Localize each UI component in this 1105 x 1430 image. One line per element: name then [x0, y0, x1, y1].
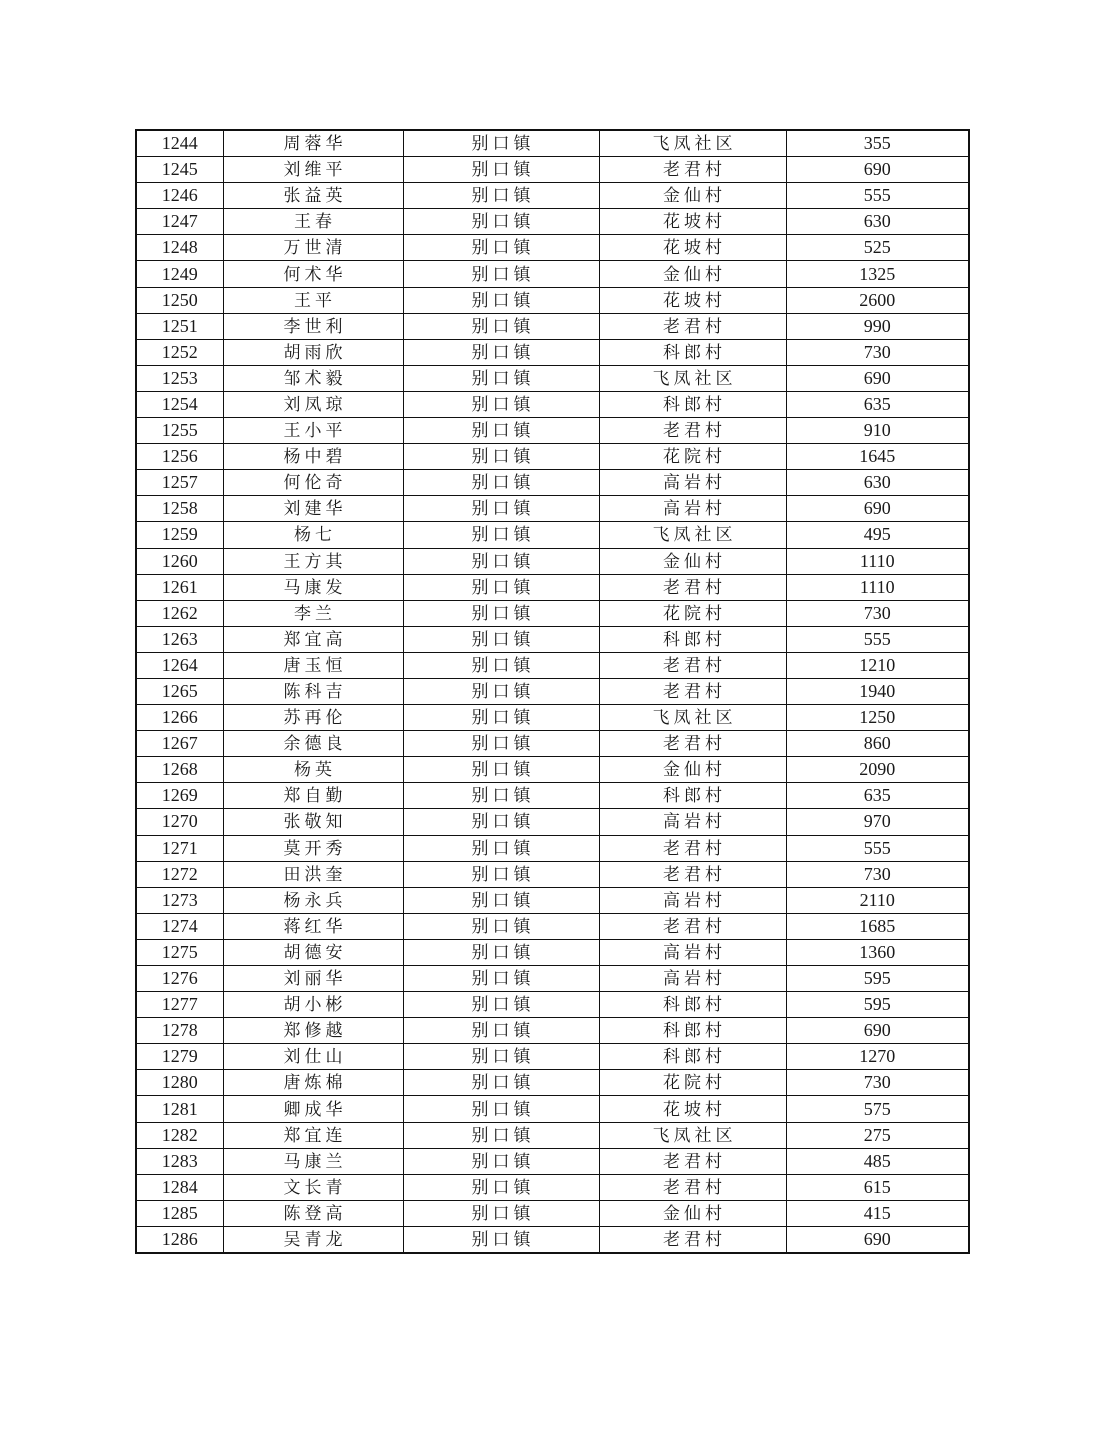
cell-amount: 1940 — [786, 678, 969, 704]
cell-village: 科郎村 — [599, 992, 786, 1018]
cell-town: 别口镇 — [403, 835, 599, 861]
cell-serial-number: 1245 — [136, 157, 223, 183]
cell-amount: 1110 — [786, 574, 969, 600]
cell-name: 杨英 — [223, 757, 403, 783]
cell-serial-number: 1264 — [136, 652, 223, 678]
cell-town: 别口镇 — [403, 287, 599, 313]
table-row — [136, 1096, 969, 1122]
cell-name: 郑宜高 — [223, 626, 403, 652]
cell-amount: 1685 — [786, 913, 969, 939]
cell-amount: 1325 — [786, 261, 969, 287]
table-row — [136, 209, 969, 235]
table-row — [136, 835, 969, 861]
cell-serial-number: 1265 — [136, 678, 223, 704]
cell-name: 余德良 — [223, 731, 403, 757]
cell-amount: 910 — [786, 418, 969, 444]
cell-serial-number: 1262 — [136, 600, 223, 626]
cell-amount: 495 — [786, 522, 969, 548]
table-row — [136, 548, 969, 574]
cell-town: 别口镇 — [403, 235, 599, 261]
cell-town: 别口镇 — [403, 365, 599, 391]
cell-amount: 690 — [786, 496, 969, 522]
cell-name: 陈登高 — [223, 1200, 403, 1226]
cell-serial-number: 1257 — [136, 470, 223, 496]
cell-name: 张益英 — [223, 183, 403, 209]
cell-name: 胡小彬 — [223, 992, 403, 1018]
cell-serial-number: 1284 — [136, 1174, 223, 1200]
cell-town: 别口镇 — [403, 939, 599, 965]
cell-town: 别口镇 — [403, 1174, 599, 1200]
cell-name: 王平 — [223, 287, 403, 313]
cell-name: 张敬知 — [223, 809, 403, 835]
cell-serial-number: 1260 — [136, 548, 223, 574]
cell-name: 刘维平 — [223, 157, 403, 183]
cell-serial-number: 1247 — [136, 209, 223, 235]
table-row — [136, 522, 969, 548]
cell-serial-number: 1273 — [136, 887, 223, 913]
cell-village: 高岩村 — [599, 809, 786, 835]
cell-name: 马康发 — [223, 574, 403, 600]
cell-name: 万世清 — [223, 235, 403, 261]
cell-village: 花坡村 — [599, 1096, 786, 1122]
cell-village: 老君村 — [599, 1226, 786, 1253]
cell-name: 马康兰 — [223, 1148, 403, 1174]
cell-name: 刘仕山 — [223, 1044, 403, 1070]
cell-amount: 690 — [786, 365, 969, 391]
table-row — [136, 391, 969, 417]
table-row — [136, 183, 969, 209]
cell-name: 吴青龙 — [223, 1226, 403, 1253]
cell-serial-number: 1244 — [136, 130, 223, 157]
cell-serial-number: 1248 — [136, 235, 223, 261]
cell-village: 老君村 — [599, 1174, 786, 1200]
cell-village: 金仙村 — [599, 548, 786, 574]
cell-amount: 1250 — [786, 705, 969, 731]
cell-serial-number: 1279 — [136, 1044, 223, 1070]
cell-village: 科郎村 — [599, 339, 786, 365]
cell-village: 金仙村 — [599, 757, 786, 783]
cell-town: 别口镇 — [403, 261, 599, 287]
cell-name: 刘丽华 — [223, 966, 403, 992]
cell-serial-number: 1253 — [136, 365, 223, 391]
cell-name: 王小平 — [223, 418, 403, 444]
cell-amount: 2600 — [786, 287, 969, 313]
table-row — [136, 652, 969, 678]
cell-town: 别口镇 — [403, 626, 599, 652]
cell-name: 周蓉华 — [223, 130, 403, 157]
cell-town: 别口镇 — [403, 1200, 599, 1226]
cell-serial-number: 1271 — [136, 835, 223, 861]
cell-name: 刘凤琼 — [223, 391, 403, 417]
cell-town: 别口镇 — [403, 783, 599, 809]
cell-name: 李兰 — [223, 600, 403, 626]
cell-town: 别口镇 — [403, 209, 599, 235]
cell-name: 王方其 — [223, 548, 403, 574]
cell-town: 别口镇 — [403, 391, 599, 417]
cell-amount: 860 — [786, 731, 969, 757]
roster-table — [135, 129, 970, 1254]
cell-amount: 1270 — [786, 1044, 969, 1070]
cell-serial-number: 1254 — [136, 391, 223, 417]
cell-serial-number: 1283 — [136, 1148, 223, 1174]
cell-serial-number: 1285 — [136, 1200, 223, 1226]
cell-village: 飞凤社区 — [599, 365, 786, 391]
cell-village: 花坡村 — [599, 209, 786, 235]
table-row — [136, 731, 969, 757]
cell-name: 杨七 — [223, 522, 403, 548]
cell-serial-number: 1263 — [136, 626, 223, 652]
cell-village: 老君村 — [599, 731, 786, 757]
cell-name: 杨中碧 — [223, 444, 403, 470]
table-row — [136, 913, 969, 939]
table-row — [136, 287, 969, 313]
cell-village: 科郎村 — [599, 783, 786, 809]
cell-serial-number: 1270 — [136, 809, 223, 835]
cell-village: 花院村 — [599, 1070, 786, 1096]
cell-town: 别口镇 — [403, 1096, 599, 1122]
cell-name: 苏再伦 — [223, 705, 403, 731]
cell-village: 飞凤社区 — [599, 1122, 786, 1148]
cell-village: 花坡村 — [599, 235, 786, 261]
cell-name: 王春 — [223, 209, 403, 235]
table-row — [136, 939, 969, 965]
cell-serial-number: 1256 — [136, 444, 223, 470]
cell-town: 别口镇 — [403, 887, 599, 913]
table-row — [136, 600, 969, 626]
cell-village: 花院村 — [599, 600, 786, 626]
cell-town: 别口镇 — [403, 444, 599, 470]
cell-name: 李世利 — [223, 313, 403, 339]
cell-serial-number: 1281 — [136, 1096, 223, 1122]
cell-amount: 690 — [786, 1226, 969, 1253]
cell-serial-number: 1251 — [136, 313, 223, 339]
cell-amount: 730 — [786, 1070, 969, 1096]
cell-village: 金仙村 — [599, 183, 786, 209]
cell-amount: 555 — [786, 835, 969, 861]
cell-serial-number: 1266 — [136, 705, 223, 731]
table-row — [136, 1122, 969, 1148]
cell-amount: 355 — [786, 130, 969, 157]
table-row — [136, 1070, 969, 1096]
cell-serial-number: 1277 — [136, 992, 223, 1018]
cell-town: 别口镇 — [403, 470, 599, 496]
cell-village: 花院村 — [599, 444, 786, 470]
cell-town: 别口镇 — [403, 731, 599, 757]
cell-name: 刘建华 — [223, 496, 403, 522]
cell-amount: 730 — [786, 339, 969, 365]
table-row — [136, 1200, 969, 1226]
cell-town: 别口镇 — [403, 418, 599, 444]
cell-village: 老君村 — [599, 313, 786, 339]
cell-town: 别口镇 — [403, 339, 599, 365]
cell-village: 高岩村 — [599, 966, 786, 992]
cell-town: 别口镇 — [403, 678, 599, 704]
cell-serial-number: 1278 — [136, 1018, 223, 1044]
table-row — [136, 496, 969, 522]
cell-amount: 630 — [786, 470, 969, 496]
cell-name: 邹术毅 — [223, 365, 403, 391]
table-row — [136, 1174, 969, 1200]
cell-village: 老君村 — [599, 418, 786, 444]
roster-table-body — [136, 130, 969, 1253]
table-row — [136, 783, 969, 809]
cell-town: 别口镇 — [403, 1018, 599, 1044]
table-row — [136, 313, 969, 339]
cell-village: 老君村 — [599, 157, 786, 183]
cell-serial-number: 1261 — [136, 574, 223, 600]
cell-village: 金仙村 — [599, 261, 786, 287]
cell-serial-number: 1276 — [136, 966, 223, 992]
table-row — [136, 809, 969, 835]
cell-village: 高岩村 — [599, 887, 786, 913]
cell-name: 何术华 — [223, 261, 403, 287]
cell-village: 高岩村 — [599, 470, 786, 496]
cell-serial-number: 1282 — [136, 1122, 223, 1148]
cell-town: 别口镇 — [403, 809, 599, 835]
cell-name: 文长青 — [223, 1174, 403, 1200]
table-row — [136, 1148, 969, 1174]
cell-town: 别口镇 — [403, 1148, 599, 1174]
cell-name: 陈科吉 — [223, 678, 403, 704]
table-row — [136, 418, 969, 444]
cell-town: 别口镇 — [403, 1044, 599, 1070]
cell-amount: 690 — [786, 157, 969, 183]
table-row — [136, 757, 969, 783]
table-row — [136, 339, 969, 365]
cell-village: 科郎村 — [599, 1044, 786, 1070]
cell-village: 科郎村 — [599, 626, 786, 652]
table-row — [136, 626, 969, 652]
cell-serial-number: 1275 — [136, 939, 223, 965]
cell-name: 蒋红华 — [223, 913, 403, 939]
cell-serial-number: 1252 — [136, 339, 223, 365]
cell-amount: 730 — [786, 600, 969, 626]
cell-amount: 555 — [786, 626, 969, 652]
cell-name: 杨永兵 — [223, 887, 403, 913]
cell-amount: 1645 — [786, 444, 969, 470]
cell-town: 别口镇 — [403, 652, 599, 678]
table-row — [136, 130, 969, 157]
cell-serial-number: 1249 — [136, 261, 223, 287]
table-row — [136, 966, 969, 992]
cell-amount: 1110 — [786, 548, 969, 574]
cell-serial-number: 1258 — [136, 496, 223, 522]
cell-village: 老君村 — [599, 1148, 786, 1174]
cell-serial-number: 1255 — [136, 418, 223, 444]
cell-town: 别口镇 — [403, 130, 599, 157]
cell-town: 别口镇 — [403, 1070, 599, 1096]
cell-name: 郑自勤 — [223, 783, 403, 809]
cell-village: 老君村 — [599, 913, 786, 939]
table-row — [136, 861, 969, 887]
cell-village: 科郎村 — [599, 391, 786, 417]
cell-name: 郑宜连 — [223, 1122, 403, 1148]
cell-village: 高岩村 — [599, 939, 786, 965]
cell-town: 别口镇 — [403, 992, 599, 1018]
cell-amount: 2110 — [786, 887, 969, 913]
cell-amount: 970 — [786, 809, 969, 835]
cell-village: 金仙村 — [599, 1200, 786, 1226]
cell-village: 老君村 — [599, 574, 786, 600]
cell-amount: 275 — [786, 1122, 969, 1148]
cell-village: 飞凤社区 — [599, 130, 786, 157]
cell-amount: 415 — [786, 1200, 969, 1226]
cell-amount: 1360 — [786, 939, 969, 965]
cell-amount: 615 — [786, 1174, 969, 1200]
table-row — [136, 235, 969, 261]
cell-town: 别口镇 — [403, 966, 599, 992]
cell-amount: 635 — [786, 391, 969, 417]
cell-town: 别口镇 — [403, 157, 599, 183]
cell-amount: 630 — [786, 209, 969, 235]
table-row — [136, 992, 969, 1018]
cell-amount: 990 — [786, 313, 969, 339]
cell-serial-number: 1267 — [136, 731, 223, 757]
cell-amount: 485 — [786, 1148, 969, 1174]
cell-amount: 525 — [786, 235, 969, 261]
cell-town: 别口镇 — [403, 522, 599, 548]
cell-village: 老君村 — [599, 861, 786, 887]
cell-name: 唐玉恒 — [223, 652, 403, 678]
cell-amount: 635 — [786, 783, 969, 809]
cell-serial-number: 1268 — [136, 757, 223, 783]
table-row — [136, 705, 969, 731]
cell-name: 卿成华 — [223, 1096, 403, 1122]
table-row — [136, 1226, 969, 1253]
cell-amount: 555 — [786, 183, 969, 209]
cell-serial-number: 1259 — [136, 522, 223, 548]
table-row — [136, 1018, 969, 1044]
table-row — [136, 444, 969, 470]
table-row — [136, 470, 969, 496]
cell-amount: 730 — [786, 861, 969, 887]
cell-village: 飞凤社区 — [599, 522, 786, 548]
cell-serial-number: 1280 — [136, 1070, 223, 1096]
cell-town: 别口镇 — [403, 496, 599, 522]
cell-amount: 690 — [786, 1018, 969, 1044]
cell-village: 高岩村 — [599, 496, 786, 522]
cell-serial-number: 1250 — [136, 287, 223, 313]
cell-amount: 575 — [786, 1096, 969, 1122]
cell-name: 唐炼棉 — [223, 1070, 403, 1096]
cell-town: 别口镇 — [403, 913, 599, 939]
cell-town: 别口镇 — [403, 1226, 599, 1253]
table-row — [136, 365, 969, 391]
cell-town: 别口镇 — [403, 757, 599, 783]
table-row — [136, 678, 969, 704]
cell-serial-number: 1286 — [136, 1226, 223, 1253]
cell-name: 莫开秀 — [223, 835, 403, 861]
table-row — [136, 261, 969, 287]
cell-village: 老君村 — [599, 652, 786, 678]
cell-name: 何伦奇 — [223, 470, 403, 496]
cell-town: 别口镇 — [403, 313, 599, 339]
cell-village: 飞凤社区 — [599, 705, 786, 731]
cell-name: 田洪奎 — [223, 861, 403, 887]
cell-serial-number: 1246 — [136, 183, 223, 209]
cell-village: 老君村 — [599, 678, 786, 704]
cell-serial-number: 1269 — [136, 783, 223, 809]
cell-serial-number: 1272 — [136, 861, 223, 887]
cell-town: 别口镇 — [403, 705, 599, 731]
cell-town: 别口镇 — [403, 600, 599, 626]
cell-amount: 2090 — [786, 757, 969, 783]
cell-serial-number: 1274 — [136, 913, 223, 939]
table-row — [136, 574, 969, 600]
cell-town: 别口镇 — [403, 861, 599, 887]
cell-amount: 1210 — [786, 652, 969, 678]
table-row — [136, 887, 969, 913]
cell-town: 别口镇 — [403, 1122, 599, 1148]
cell-town: 别口镇 — [403, 183, 599, 209]
cell-name: 郑修越 — [223, 1018, 403, 1044]
cell-amount: 595 — [786, 966, 969, 992]
cell-town: 别口镇 — [403, 574, 599, 600]
cell-village: 花坡村 — [599, 287, 786, 313]
cell-amount: 595 — [786, 992, 969, 1018]
table-row — [136, 1044, 969, 1070]
cell-village: 老君村 — [599, 835, 786, 861]
table-row — [136, 157, 969, 183]
cell-town: 别口镇 — [403, 548, 599, 574]
cell-name: 胡德安 — [223, 939, 403, 965]
cell-name: 胡雨欣 — [223, 339, 403, 365]
cell-village: 科郎村 — [599, 1018, 786, 1044]
